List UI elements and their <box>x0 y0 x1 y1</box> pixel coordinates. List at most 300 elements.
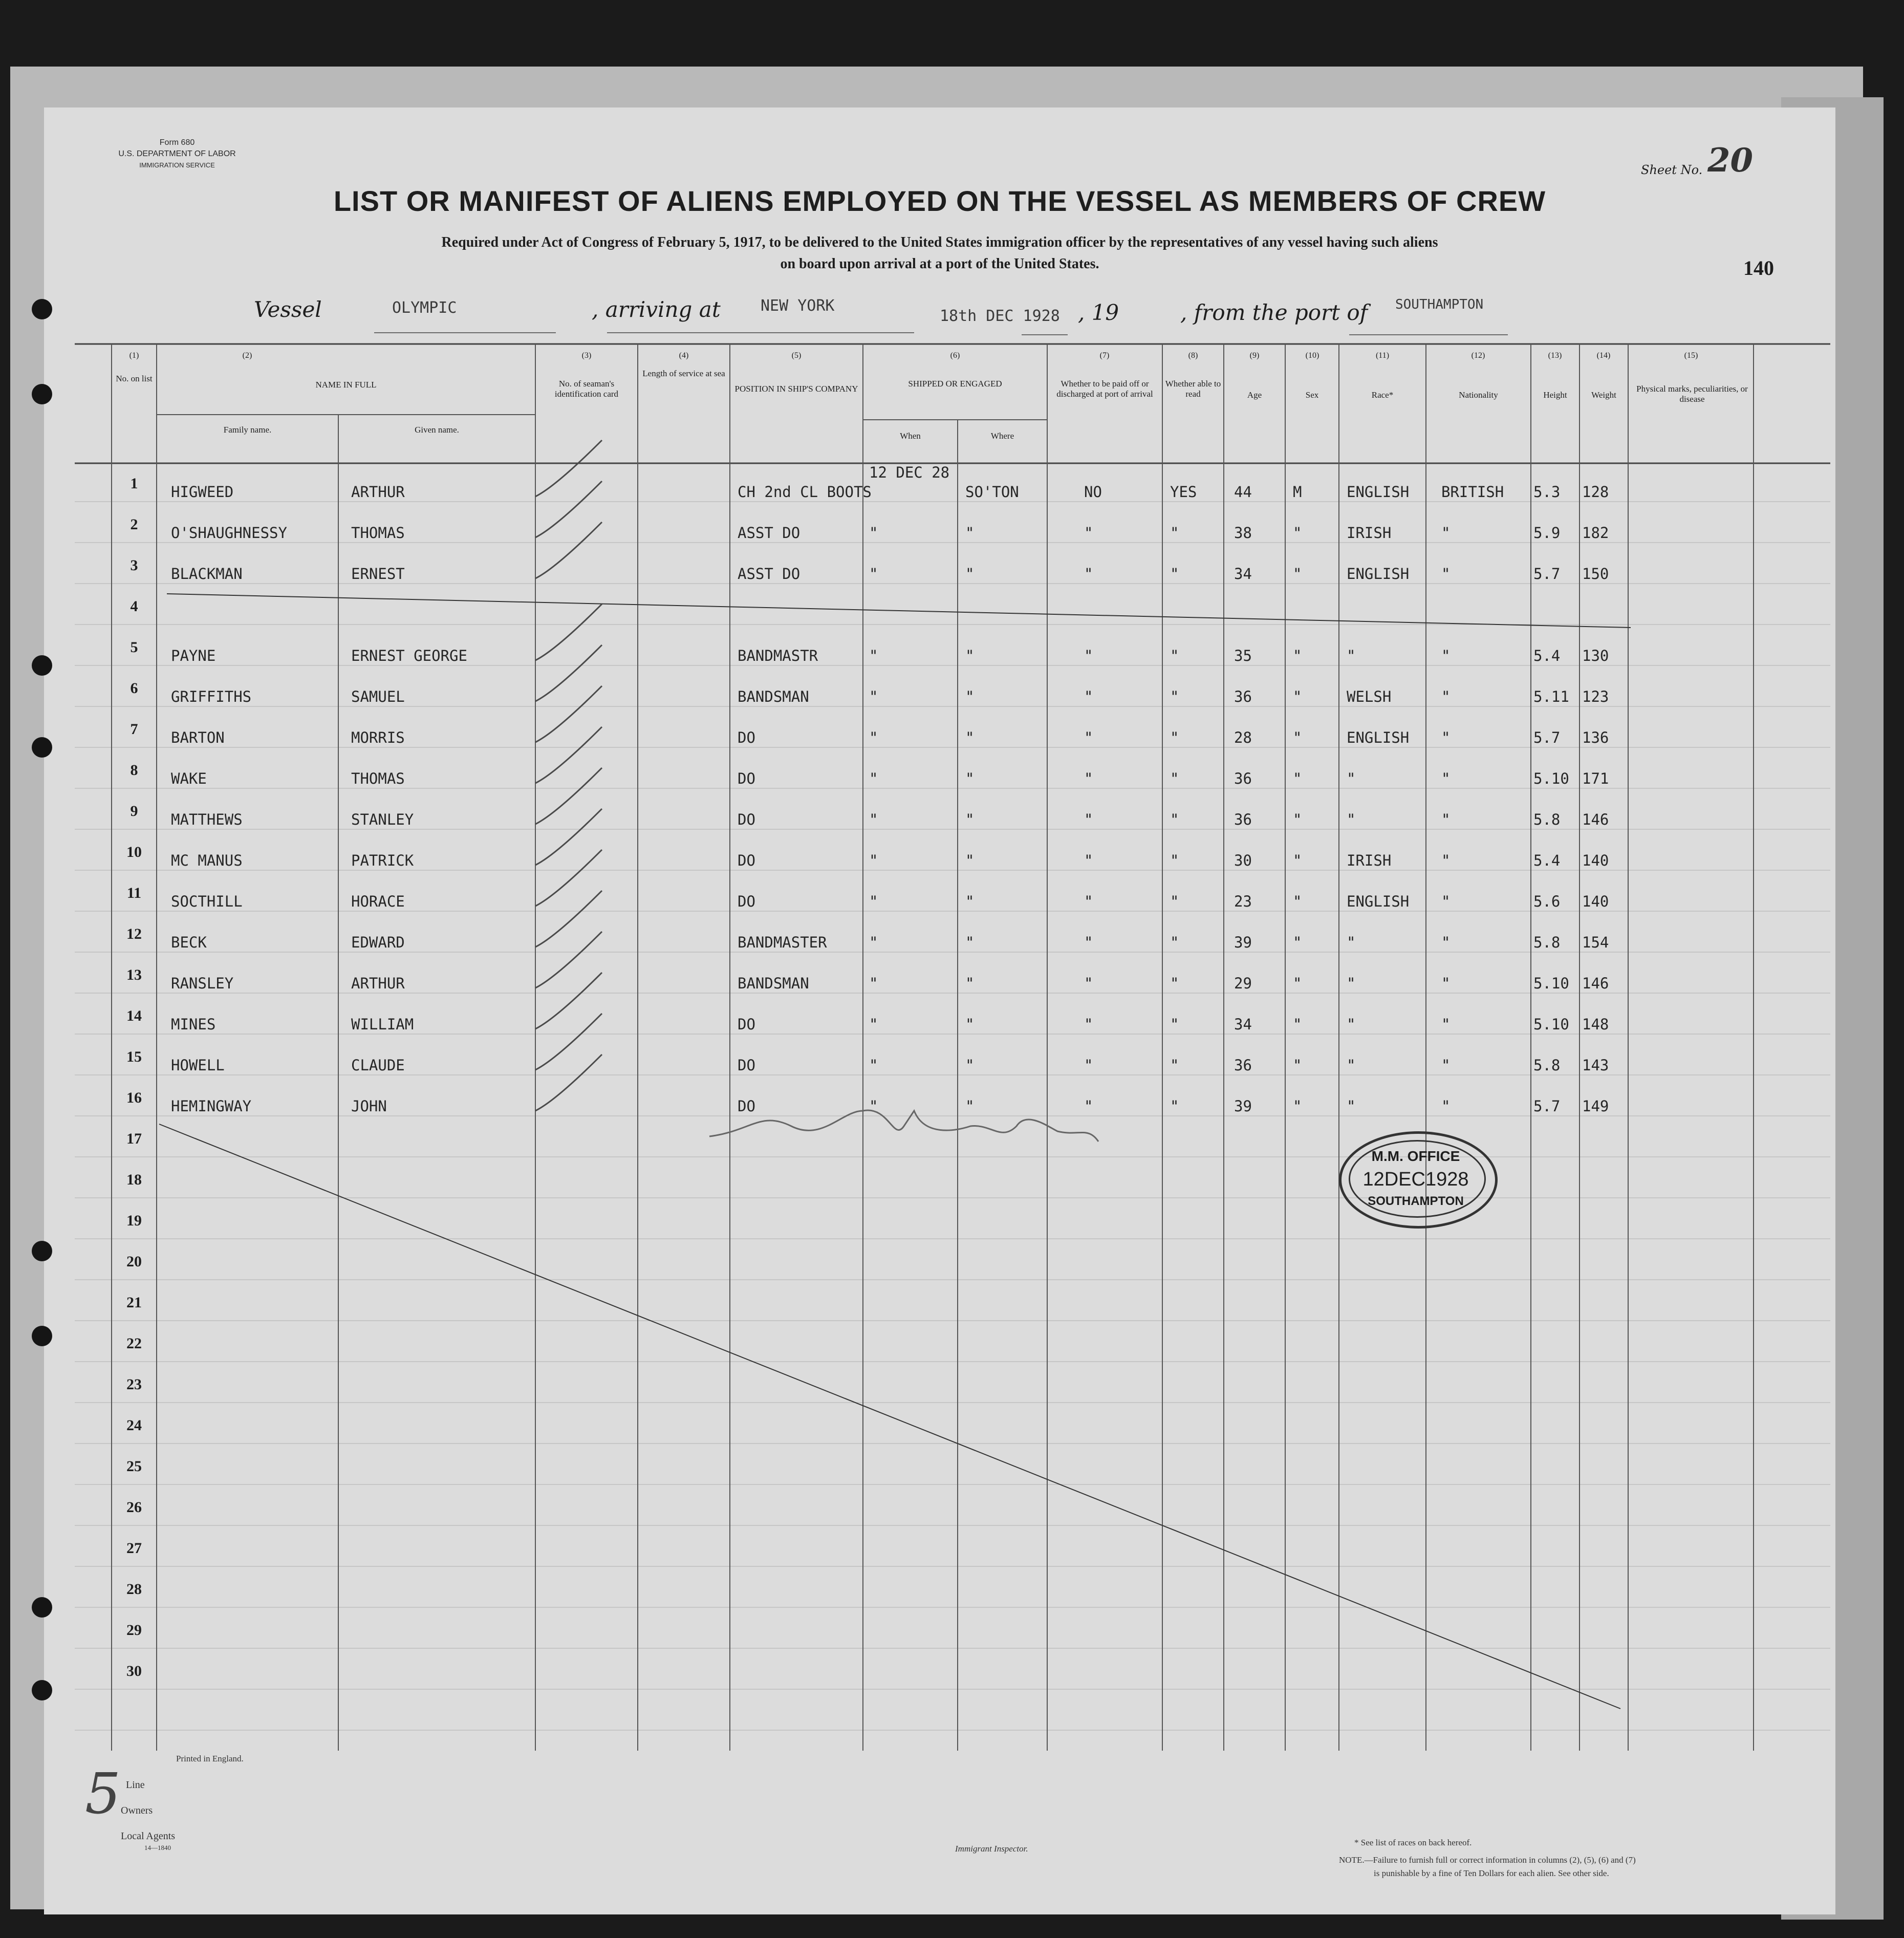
page-title: LIST OR MANIFEST OF ALIENS EMPLOYED ON THE VESSEL AS MEMBERS OF CREW <box>333 185 1546 217</box>
cell-where: " <box>965 893 975 910</box>
cell-when: 12 DEC 28 <box>869 464 950 481</box>
page-number: 140 <box>1743 256 1774 279</box>
cell-nationality: " <box>1441 1097 1451 1115</box>
note-line-2: is punishable by a fine of Ten Dollars for each alien. See other side. <box>1374 1868 1609 1878</box>
row-number: 13 <box>126 966 142 983</box>
cell-paid: " <box>1084 852 1093 869</box>
col-header-age: Age <box>1247 390 1262 400</box>
cell-weight: 140 <box>1582 852 1609 869</box>
cell-weight: 150 <box>1582 565 1609 583</box>
column-number: (11) <box>1375 351 1390 360</box>
cell-given: CLAUDE <box>351 1057 405 1074</box>
cell-where: " <box>965 688 975 705</box>
cell-where: " <box>965 770 975 787</box>
note-line-1: NOTE.—Failure to furnish full or correct information in columns (2), (5), (6) and (7) <box>1339 1855 1636 1865</box>
cell-when: " <box>869 1057 878 1074</box>
row-number: 19 <box>126 1212 142 1229</box>
stamp-place: SOUTHAMPTON <box>1368 1194 1464 1208</box>
cell-position: BANDMASTER <box>738 934 827 951</box>
cell-position: BANDSMAN <box>738 975 809 992</box>
cell-sex: " <box>1293 1016 1302 1033</box>
col-header-able-read: Whether able to read <box>1165 379 1221 399</box>
row-number: 22 <box>126 1335 142 1352</box>
cell-age: 36 <box>1234 1057 1252 1074</box>
cell-nationality: BRITISH <box>1441 483 1504 501</box>
cell-sex: " <box>1293 688 1302 705</box>
col-header-paid-off: Whether to be paid off or discharged at port of arrival <box>1056 379 1153 399</box>
cell-read: " <box>1170 729 1179 746</box>
mm-office-stamp <box>1339 1131 1498 1229</box>
row-number: 21 <box>126 1294 142 1311</box>
cell-family: MATTHEWS <box>171 811 243 828</box>
cell-weight: 148 <box>1582 1016 1609 1033</box>
stamp-office: M.M. OFFICE <box>1371 1148 1460 1164</box>
cell-sex: " <box>1293 1057 1302 1074</box>
cell-sex: " <box>1293 1097 1302 1115</box>
subtitle-line-2: on board upon arrival at a port of the United States. <box>780 256 1099 272</box>
cell-when: " <box>869 934 878 951</box>
strike-through-line <box>167 594 1631 628</box>
cell-paid: " <box>1084 1097 1093 1115</box>
cell-age: 44 <box>1234 483 1252 501</box>
vessel-label: Vessel <box>254 297 322 322</box>
cell-paid: " <box>1084 1057 1093 1074</box>
row-number: 24 <box>126 1417 142 1434</box>
cell-read: " <box>1170 565 1179 583</box>
row-number: 12 <box>126 925 142 942</box>
cell-race: " <box>1347 770 1356 787</box>
cell-weight: 154 <box>1582 934 1609 951</box>
cell-race: ENGLISH <box>1347 893 1410 910</box>
stamp-date: 12DEC1928 <box>1362 1169 1469 1190</box>
cell-read: " <box>1170 1016 1179 1033</box>
column-number: (5) <box>791 351 802 360</box>
cell-weight: 182 <box>1582 524 1609 542</box>
cell-age: 34 <box>1234 565 1252 583</box>
cell-given: THOMAS <box>351 770 405 787</box>
col-header-sex: Sex <box>1305 390 1319 400</box>
row-number: 10 <box>126 844 142 860</box>
column-number: (8) <box>1188 351 1198 360</box>
column-number: (7) <box>1099 351 1110 360</box>
col-header-shipped: SHIPPED OR ENGAGED <box>908 379 1002 389</box>
cell-race: " <box>1347 1097 1356 1115</box>
subtitle-line-1: Required under Act of Congress of February 5, 1917, to be delivered to the United States immigration officer by the representatives of any vessel having such aliens <box>441 234 1438 250</box>
column-number: (6) <box>950 351 960 360</box>
cell-weight: 143 <box>1582 1057 1609 1074</box>
cell-when: " <box>869 811 878 828</box>
row-number: 4 <box>130 598 138 615</box>
cell-where: " <box>965 1016 975 1033</box>
cell-nationality: " <box>1441 852 1451 869</box>
cell-family: BARTON <box>171 729 225 746</box>
cell-height: 5.6 <box>1533 893 1561 910</box>
column-number: (12) <box>1471 351 1485 360</box>
column-number: (14) <box>1596 351 1611 360</box>
binder-hole <box>32 655 52 676</box>
cell-height: 5.4 <box>1533 647 1561 664</box>
cell-nationality: " <box>1441 893 1451 910</box>
cell-read: " <box>1170 647 1179 664</box>
col-header-family-name: Family name. <box>223 425 272 435</box>
row-number: 8 <box>130 762 138 779</box>
cell-read: " <box>1170 934 1179 951</box>
cell-given: JOHN <box>351 1097 387 1115</box>
signature-scrawl <box>709 1110 1098 1142</box>
cell-family: HEMINGWAY <box>171 1097 252 1115</box>
cell-when: " <box>869 524 878 542</box>
col-header-given-name: Given name. <box>415 425 459 435</box>
cell-weight: 171 <box>1582 770 1609 787</box>
cell-sex: " <box>1293 934 1302 951</box>
cell-read: " <box>1170 1097 1179 1115</box>
cell-position: DO <box>738 1016 755 1033</box>
inspector-label: Immigrant Inspector. <box>955 1844 1028 1854</box>
department: U.S. DEPARTMENT OF LABOR <box>118 149 236 158</box>
cell-paid: " <box>1084 934 1093 951</box>
cell-paid: NO <box>1084 483 1102 501</box>
cell-given: THOMAS <box>351 524 405 542</box>
row-number: 30 <box>126 1663 142 1679</box>
cell-sex: M <box>1293 483 1302 501</box>
arriving-port: NEW YORK <box>761 297 835 315</box>
cell-position: DO <box>738 893 755 910</box>
cell-read: " <box>1170 852 1179 869</box>
cell-height: 5.3 <box>1533 483 1561 501</box>
cell-race: " <box>1347 1057 1356 1074</box>
cell-where: " <box>965 647 975 664</box>
cell-weight: 149 <box>1582 1097 1609 1115</box>
cell-position: DO <box>738 852 755 869</box>
cell-when: " <box>869 852 878 869</box>
column-number: (9) <box>1249 351 1260 360</box>
cell-when: " <box>869 1097 878 1115</box>
column-number: (2) <box>242 351 252 360</box>
cell-where: " <box>965 729 975 746</box>
cell-family: PAYNE <box>171 647 216 664</box>
col-header-no: No. on list <box>116 374 153 383</box>
cell-race: " <box>1347 647 1356 664</box>
cell-position: DO <box>738 770 755 787</box>
cell-height: 5.8 <box>1533 811 1561 828</box>
races-note: * See list of races on back hereof. <box>1354 1838 1472 1847</box>
cell-family: MINES <box>171 1016 216 1033</box>
row-number: 17 <box>126 1130 142 1147</box>
cell-family: BECK <box>171 934 207 951</box>
cell-weight: 146 <box>1582 811 1609 828</box>
cell-family: O'SHAUGHNESSY <box>171 524 287 542</box>
row-number: 2 <box>130 516 138 533</box>
col-header-nationality: Nationality <box>1459 390 1498 400</box>
cell-height: 5.7 <box>1533 565 1561 583</box>
cell-paid: " <box>1084 565 1093 583</box>
arrival-date: 18th DEC 1928 <box>940 307 1060 325</box>
cell-weight: 140 <box>1582 893 1609 910</box>
form-code: 14—1840 <box>144 1844 171 1851</box>
cell-sex: " <box>1293 770 1302 787</box>
binder-hole <box>32 1326 52 1346</box>
cell-nationality: " <box>1441 975 1451 992</box>
cell-weight: 146 <box>1582 975 1609 992</box>
cell-when: " <box>869 688 878 705</box>
cell-sex: " <box>1293 852 1302 869</box>
cell-position: CH 2nd CL BOOTS <box>738 483 872 501</box>
cell-read: " <box>1170 688 1179 705</box>
row-number: 3 <box>130 557 138 574</box>
cell-read: " <box>1170 893 1179 910</box>
cell-given: ARTHUR <box>351 975 405 992</box>
cell-where: " <box>965 934 975 951</box>
row-number: 11 <box>126 885 142 901</box>
row-number: 16 <box>126 1089 142 1106</box>
cell-position: DO <box>738 1057 755 1074</box>
cell-sex: " <box>1293 647 1302 664</box>
cell-race: " <box>1347 934 1356 951</box>
cell-height: 5.10 <box>1533 770 1569 787</box>
identification-check-marks <box>535 440 602 1111</box>
cell-age: 36 <box>1234 770 1252 787</box>
cell-where: " <box>965 565 975 583</box>
cell-given: STANLEY <box>351 811 414 828</box>
cell-height: 5.9 <box>1533 524 1561 542</box>
cell-age: 23 <box>1234 893 1252 910</box>
cell-weight: 136 <box>1582 729 1609 746</box>
cell-sex: " <box>1293 811 1302 828</box>
cell-nationality: " <box>1441 729 1451 746</box>
cell-position: BANDSMAN <box>738 688 809 705</box>
column-number: (13) <box>1548 351 1562 360</box>
col-header-name: NAME IN FULL <box>315 380 377 390</box>
cell-race: IRISH <box>1347 524 1392 542</box>
column-number: (15) <box>1684 351 1698 360</box>
row-number: 5 <box>130 639 138 656</box>
cell-family: RANSLEY <box>171 975 234 992</box>
cell-where: SO'TON <box>965 483 1019 501</box>
row-number: 14 <box>126 1007 142 1024</box>
cell-given: SAMUEL <box>351 688 405 705</box>
cell-paid: " <box>1084 647 1093 664</box>
cell-position: ASST DO <box>738 524 800 542</box>
cell-given: WILLIAM <box>351 1016 414 1033</box>
owners-label: Owners <box>121 1805 153 1816</box>
col-header-where: Where <box>990 431 1014 441</box>
cell-paid: " <box>1084 811 1093 828</box>
arriving-label: , arriving at <box>592 297 721 322</box>
cell-nationality: " <box>1441 524 1451 542</box>
cell-position: ASST DO <box>738 565 800 583</box>
cell-family: GRIFFITHS <box>171 688 252 705</box>
cell-when: " <box>869 729 878 746</box>
cell-age: 28 <box>1234 729 1252 746</box>
cell-read: " <box>1170 811 1179 828</box>
cell-read: " <box>1170 975 1179 992</box>
cell-position: BANDMASTR <box>738 647 818 664</box>
cell-when: " <box>869 647 878 664</box>
cell-given: MORRIS <box>351 729 405 746</box>
cell-age: 36 <box>1234 811 1252 828</box>
row-number: 6 <box>130 680 138 697</box>
cell-weight: 130 <box>1582 647 1609 664</box>
cell-paid: " <box>1084 1016 1093 1033</box>
cell-race: WELSH <box>1347 688 1392 705</box>
binder-hole <box>32 384 52 404</box>
row-number: 18 <box>126 1171 142 1188</box>
cell-race: " <box>1347 1016 1356 1033</box>
cell-read: " <box>1170 524 1179 542</box>
cell-height: 5.4 <box>1533 852 1561 869</box>
col-header-position: POSITION IN SHIP'S COMPANY <box>734 384 858 394</box>
row-number: 7 <box>130 721 138 738</box>
cell-race: " <box>1347 975 1356 992</box>
printed-in-england: Printed in England. <box>176 1754 244 1763</box>
cell-paid: " <box>1084 770 1093 787</box>
binder-hole <box>32 1241 52 1261</box>
col-header-when: When <box>900 431 921 441</box>
cell-age: 34 <box>1234 1016 1252 1033</box>
cell-paid: " <box>1084 975 1093 992</box>
cell-given: ERNEST <box>351 565 405 583</box>
cell-nationality: " <box>1441 565 1451 583</box>
cell-nationality: " <box>1441 934 1451 951</box>
row-number: 29 <box>126 1622 142 1639</box>
column-number: (10) <box>1305 351 1319 360</box>
binder-hole <box>32 1597 52 1618</box>
cell-family: BLACKMAN <box>171 565 243 583</box>
cell-paid: " <box>1084 729 1093 746</box>
cell-read: YES <box>1170 483 1197 501</box>
cell-race: ENGLISH <box>1347 483 1410 501</box>
departure-port: SOUTHAMPTON <box>1395 297 1484 312</box>
cell-given: PATRICK <box>351 852 414 869</box>
cell-where: " <box>965 1057 975 1074</box>
line-label: Line <box>126 1779 145 1791</box>
cell-height: 5.10 <box>1533 1016 1569 1033</box>
cell-position: DO <box>738 1097 755 1115</box>
service: IMMIGRATION SERVICE <box>139 161 215 169</box>
sheet-number: 20 <box>1707 141 1754 180</box>
cell-when: " <box>869 770 878 787</box>
cell-family: HIGWEED <box>171 483 234 501</box>
row-number: 23 <box>126 1376 142 1393</box>
col-header-height: Height <box>1543 390 1567 400</box>
row-number: 15 <box>126 1048 142 1065</box>
cell-paid: " <box>1084 524 1093 542</box>
cell-when: " <box>869 565 878 583</box>
binder-hole <box>32 737 52 758</box>
binder-hole <box>32 299 52 319</box>
cell-nationality: " <box>1441 811 1451 828</box>
cell-age: 35 <box>1234 647 1252 664</box>
cell-age: 38 <box>1234 524 1252 542</box>
cell-weight: 128 <box>1582 483 1609 501</box>
row-number: 20 <box>126 1253 142 1270</box>
cell-paid: " <box>1084 688 1093 705</box>
cell-nationality: " <box>1441 770 1451 787</box>
cell-given: HORACE <box>351 893 405 910</box>
cell-where: " <box>965 975 975 992</box>
cell-age: 39 <box>1234 934 1252 951</box>
year-label: , 19 <box>1078 300 1119 325</box>
cell-read: " <box>1170 1057 1179 1074</box>
cell-nationality: " <box>1441 688 1451 705</box>
cell-sex: " <box>1293 729 1302 746</box>
cell-nationality: " <box>1441 1016 1451 1033</box>
cell-height: 5.7 <box>1533 729 1561 746</box>
cell-height: 5.10 <box>1533 975 1569 992</box>
cell-family: MC MANUS <box>171 852 243 869</box>
cell-when: " <box>869 975 878 992</box>
cell-height: 5.8 <box>1533 1057 1561 1074</box>
from-port-label: , from the port of <box>1180 300 1368 325</box>
cell-paid: " <box>1084 893 1093 910</box>
sheet-label: Sheet No. <box>1641 163 1703 177</box>
cell-given: EDWARD <box>351 934 405 951</box>
manifest-page <box>44 107 1835 1914</box>
cell-height: 5.8 <box>1533 934 1561 951</box>
local-agents-label: Local Agents <box>121 1831 176 1842</box>
vessel-name: OLYMPIC <box>392 299 457 317</box>
cell-given: ARTHUR <box>351 483 405 501</box>
cell-sex: " <box>1293 524 1302 542</box>
cell-height: 5.11 <box>1533 688 1569 705</box>
column-number: (3) <box>581 351 592 360</box>
cell-where: " <box>965 1097 975 1115</box>
column-number: (1) <box>129 351 139 360</box>
row-number: 25 <box>126 1458 142 1475</box>
cell-position: DO <box>738 811 755 828</box>
row-number: 26 <box>126 1499 142 1516</box>
col-header-weight: Weight <box>1591 390 1616 400</box>
cell-weight: 123 <box>1582 688 1609 705</box>
cell-race: " <box>1347 811 1356 828</box>
cell-height: 5.7 <box>1533 1097 1561 1115</box>
cell-family: SOCTHILL <box>171 893 243 910</box>
cell-family: WAKE <box>171 770 207 787</box>
cell-nationality: " <box>1441 1057 1451 1074</box>
form-number: Form 680 <box>159 138 195 147</box>
cell-race: IRISH <box>1347 852 1392 869</box>
cell-when: " <box>869 1016 878 1033</box>
cell-family: HOWELL <box>171 1057 225 1074</box>
col-header-id-card: No. of seaman's identification card <box>554 379 619 399</box>
cell-given: ERNEST GEORGE <box>351 647 467 664</box>
row-number: 9 <box>130 803 138 820</box>
cell-sex: " <box>1293 975 1302 992</box>
cell-where: " <box>965 524 975 542</box>
cell-when: " <box>869 893 878 910</box>
binder-hole <box>32 1680 52 1700</box>
col-header-race: Race* <box>1371 390 1394 400</box>
cell-nationality: " <box>1441 647 1451 664</box>
cell-race: ENGLISH <box>1347 565 1410 583</box>
row-number: 28 <box>126 1581 142 1598</box>
column-number: (4) <box>679 351 689 360</box>
cell-age: 39 <box>1234 1097 1252 1115</box>
handwritten-mark: 5 <box>85 1761 121 1826</box>
col-header-length-service: Length of service at sea <box>642 369 725 378</box>
cell-age: 30 <box>1234 852 1252 869</box>
cell-sex: " <box>1293 893 1302 910</box>
col-header-physical: Physical marks, peculiarities, or disease <box>1636 384 1748 404</box>
cell-age: 29 <box>1234 975 1252 992</box>
cell-race: ENGLISH <box>1347 729 1410 746</box>
cell-age: 36 <box>1234 688 1252 705</box>
row-number: 27 <box>126 1540 142 1557</box>
cell-where: " <box>965 811 975 828</box>
cell-position: DO <box>738 729 755 746</box>
cell-read: " <box>1170 770 1179 787</box>
cell-where: " <box>965 852 975 869</box>
